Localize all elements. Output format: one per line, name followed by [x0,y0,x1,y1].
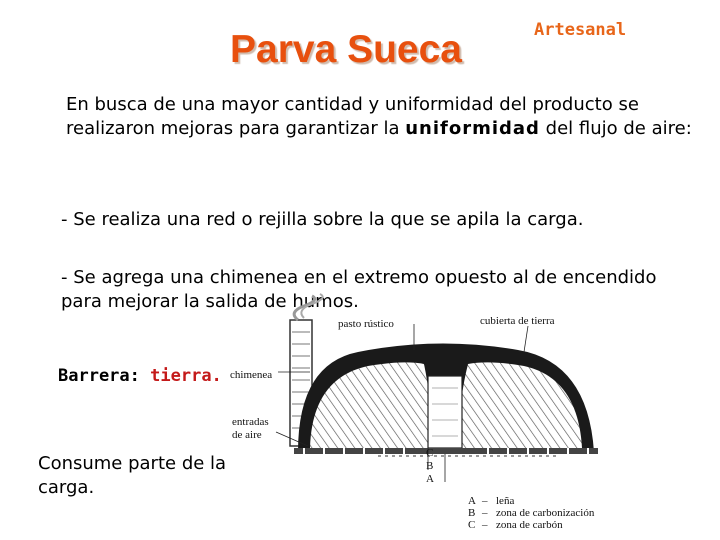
intro-emphasis: uniformidad [405,118,540,139]
diagram-legend [468,495,595,531]
label-a: A [426,473,434,485]
intro-paragraph [66,93,696,141]
legend-value-a: leña [496,495,515,507]
cubierta-leader [524,326,528,352]
legend-key-a: A [468,495,476,507]
svg-text:–: – [482,507,488,519]
barrera-value: tierra. [150,366,222,386]
label-pasto: pasto rústico [338,318,394,330]
svg-text:–: – [482,519,488,531]
label-b: B [426,460,434,472]
legend-key-b: B [468,507,476,519]
intro-text-start: En busca de una mayor cantidad y uniformidad del producto se realizaron mejoras para garantizar la [66,94,639,139]
label-cubierta: cubierta de tierra [480,315,555,327]
label-entradas-2: de aire [232,429,262,441]
slide-tag: Artesanal [534,20,627,40]
legend-key-c: C [468,519,476,531]
bullet-red-rejilla: - Se realiza una red o rejilla sobre la que se apila la carga. [61,209,584,230]
legend-value-b: zona de carbonización [496,507,595,519]
bullet-chimenea: - Se agrega una chimenea en el extremo opuesto al de encendido para mejorar la salida de humos. [61,267,657,312]
label-c: C [426,447,434,459]
parva-diagram [228,292,648,534]
central-channel [428,376,462,448]
legend-value-c: zona de carbón [496,519,563,531]
label-entradas-1: entradas [232,416,269,428]
grate [294,448,598,454]
svg-text:–: – [482,495,488,507]
label-chimenea: chimenea [230,369,273,381]
barrera-note [58,366,222,386]
consume-note: Consume parte de la carga. [38,453,227,498]
slide-title: Parva Sueca [230,28,463,71]
intro-text-end: del flujo de aire: [539,118,692,139]
barrera-label: Barrera: [58,366,140,386]
